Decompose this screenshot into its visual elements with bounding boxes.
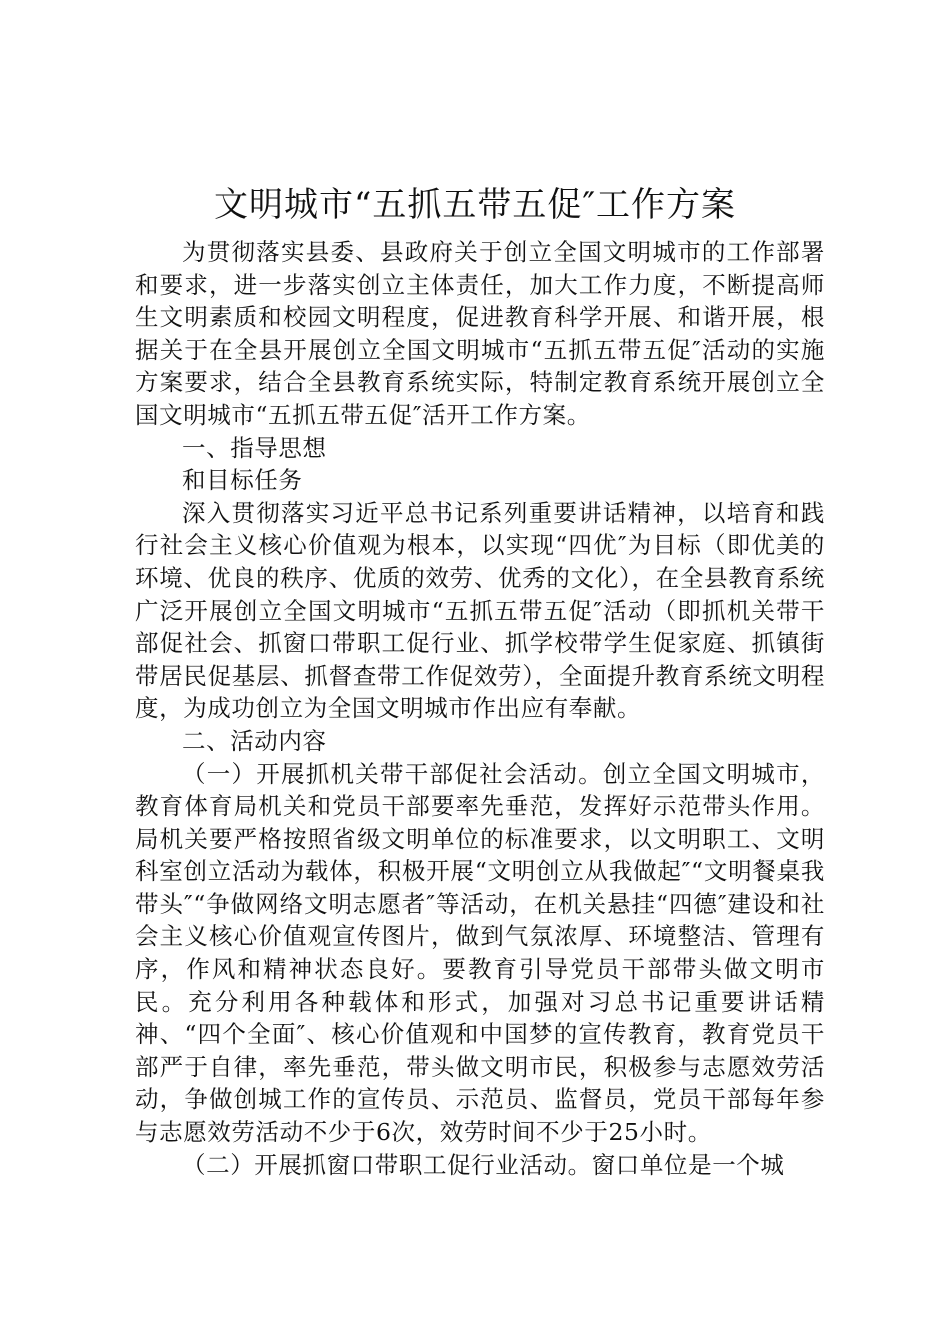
paragraph-activity-1: （一）开展抓机关带干部促社会活动。创立全国文明城市，教育体育局机关和党员干部要率先垂范，发挥好示范带头作用。局机关要严格按照省级文明单位的标准要求，以文明职工、文明科室创立活动为载体，积极开展“文明创立从我做起″“文明餐桌我带头″“争做网络文明志愿者″等活动，在机关悬挂“四德″建设和社会主义核心价值观宣传图片，做到气氛浓厚、环境整洁、管理有序，作风和精神状态良好。要教育引导党员干部带头做文明市民。充分利用各种载体和形式，加强对习总书记重要讲话精神、“四个全面″、核心价值观和中国梦的宣传教育，教育党员干部严于自律，率先垂范，带头做文明市民，积极参与志愿效劳活动，争做创城工作的宣传员、示范员、监督员，党员干部每年参与志愿效劳活动不少于6次，效劳时间不少于25小时。 <box>135 759 825 1147</box>
paragraph-intro: 为贯彻落实县委、县政府关于创立全国文明城市的工作部署和要求，进一步落实创立主体责任，加大工作力度，不断提高师生文明素质和校园文明程度，促进教育科学开展、和谐开展，根据关于在全县开展创立全国文明城市“五抓五带五促″活动的实施方案要求，结合全县教育系统实际，特制定教育系统开展创立全国文明城市“五抓五带五促″活开工作方案。 <box>135 238 825 429</box>
section-heading-guiding-thought: 一、指导思想 <box>182 433 327 462</box>
section-heading-goals: 和目标任务 <box>182 466 303 495</box>
document-body <box>135 236 825 1181</box>
paragraph-activity-2: （二）开展抓窗口带职工促行业活动。窗口单位是一个城 <box>182 1150 785 1179</box>
section-heading-activities: 二、活动内容 <box>182 726 327 755</box>
document-title: 文明城市“五抓五带五促″工作方案 <box>213 185 737 225</box>
paragraph-goals: 深入贯彻落实习近平总书记系列重要讲话精神，以培育和践行社会主义核心价值观为根本，以实现“四优″为目标（即优美的环境、优良的秩序、优质的效劳、优秀的文化），在全县教育系统广泛开展创立全国文明城市“五抓五带五促″活动（即抓机关带干部促社会、抓窗口带职工促行业、抓学校带学生促家庭、抓镇街带居民促基层、抓督查带工作促效劳），全面提升教育系统文明程度，为成功创立为全国文明城市作出应有奉献。 <box>135 498 825 723</box>
